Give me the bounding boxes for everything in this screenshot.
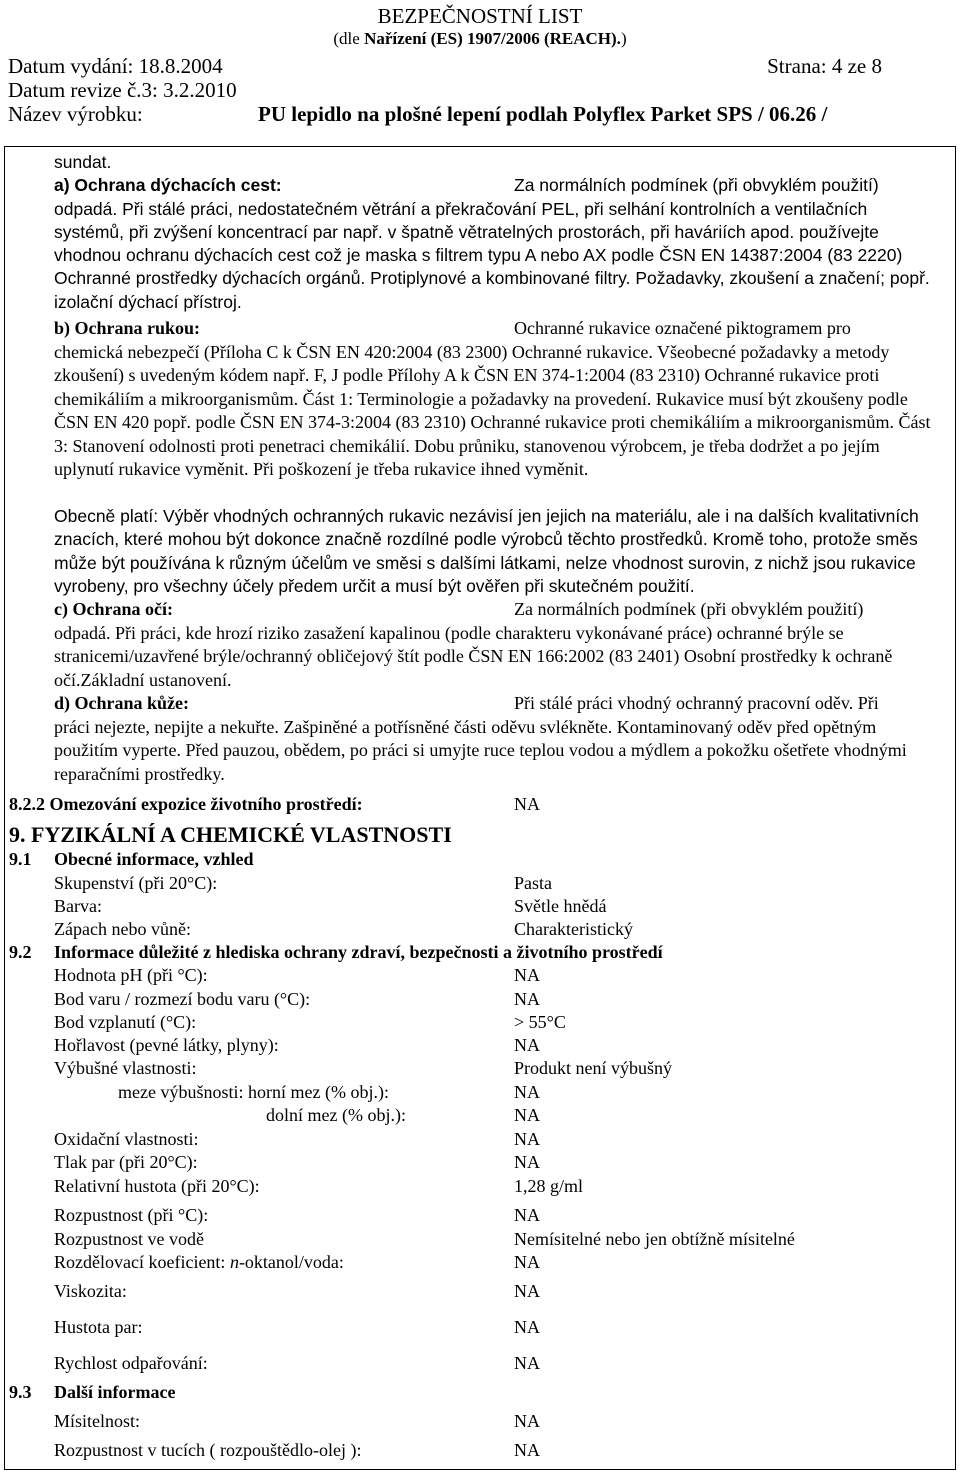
section-822-label: 8.2.2 Omezování expozice životního prostředí:	[9, 794, 363, 814]
product-name: PU lepidlo na plošné lepení podlah Polyflex Parket SPS / 06.26 /	[258, 102, 828, 126]
partition-coefficient-value: NA	[514, 1252, 540, 1272]
upper-limit-value: NA	[514, 1082, 540, 1102]
upper-limit-label: meze výbušnosti: horní mez (% obj.):	[118, 1082, 389, 1102]
revision-date: Datum revize č.3: 3.2.2010	[8, 78, 237, 102]
density-label: Relativní hustota (při 20°C):	[54, 1176, 260, 1196]
section-92-title: Informace důležité z hlediska ochrany zdraví, bezpečnosti a životního prostředí	[54, 942, 663, 962]
issue-date: Datum vydání: 18.8.2004	[8, 54, 223, 78]
eyes-heading-row	[54, 598, 934, 622]
sundat-line: sundat.	[54, 152, 112, 172]
section-92-number: 9.2	[9, 942, 32, 962]
eyes-text: odpadá. Při práci, kde hrozí riziko zasažení kapalinou (podle charakteru vykonávané práce) ochranné brýle se stranicemi/uzavřené brýle/ochranný obličejový štít podle ČSN EN 166:2002 (83 2401) Osobní prostředky k ochraně očí.Základní ustanovení.	[54, 622, 893, 690]
flash-point-value: > 55°C	[514, 1012, 566, 1032]
partition-coefficient-label: Rozdělovací koeficient: n-oktanol/voda:	[54, 1252, 344, 1272]
section-8-text	[54, 151, 934, 314]
product-label: Název výrobku:	[8, 102, 143, 126]
boiling-point-label: Bod varu / rozmezí bodu varu (°C):	[54, 989, 311, 1009]
ph-label: Hodnota pH (při °C):	[54, 965, 208, 985]
section-8-eyes-skin	[54, 598, 934, 786]
document-title: BEZPEČNOSTNÍ LIST	[377, 4, 583, 28]
water-solubility-label: Rozpustnost ve vodě	[54, 1229, 204, 1249]
hands-heading-row	[54, 317, 934, 341]
viscosity-label: Viskozita:	[54, 1281, 127, 1301]
section-93-title: Další informace	[54, 1382, 176, 1402]
explosive-label: Výbušné vlastnosti:	[54, 1058, 197, 1078]
solubility-label: Rozpustnost (při °C):	[54, 1205, 209, 1225]
evaporation-rate-label: Rychlost odpařování:	[54, 1353, 208, 1373]
vapor-pressure-label: Tlak par (při 20°C):	[54, 1152, 198, 1172]
skin-heading: d) Ochrana kůže:	[54, 693, 189, 713]
viscosity-value: NA	[514, 1281, 540, 1301]
section-91-number: 9.1	[9, 849, 32, 869]
miscibility-label: Mísitelnost:	[54, 1411, 141, 1431]
general-text: Obecně platí: Výběr vhodných ochranných rukavic nezávisí jen jejich na materiálu, ale i na dalších kvalitativních znacích, které mohou být dokonce značně rozdílné podle výrobců těchto prostředků. Kromě toho, protože směs může být používána k různým účelům ve směsi s dalšími látkami, nelze vhodnost surovin, z nichž jsou rukavice vyrobeny, pro všechny účely předem určit a musí být ověřen při skutečném použití.	[54, 506, 919, 596]
fat-solubility-label: Rozpustnost v tucích ( rozpouštědlo-olej ):	[54, 1440, 362, 1460]
eyes-value: Za normálních podmínek (při obvyklém použití)	[514, 599, 864, 619]
ph-value: NA	[514, 965, 540, 985]
color-label: Barva:	[54, 896, 102, 916]
odor-value: Charakteristický	[514, 919, 633, 939]
respiratory-heading: a) Ochrana dýchacích cest:	[54, 175, 282, 196]
vapor-pressure-value: NA	[514, 1152, 540, 1172]
respiratory-text: odpadá. Při stálé práci, nedostatečném větrání a překračování PEL, při selhání kontrolních a ventilačních systémů, při zvýšení koncentrací par např. v špatně větratelných prostorách, při haváriích apod. používejte vhodnou ochranu dýchacích cest což je maska s filtrem typu A nebo AX podle ČSN EN 14387:2004 (83 2220) Ochranné prostředky dýchacích orgánů. Protiplynové a kombinované filtry. Požadavky, zkoušení a značení; popř. izolační dýchací přístroj.	[54, 198, 930, 312]
section-93-number: 9.3	[9, 1382, 32, 1402]
hands-heading: b) Ochrana rukou:	[54, 318, 201, 338]
hands-value: Ochranné rukavice označené piktogramem pro	[514, 318, 851, 338]
density-value: 1,28 g/ml	[514, 1176, 584, 1196]
skin-heading-row	[54, 692, 934, 716]
solubility-value: NA	[514, 1205, 540, 1225]
flammability-value: NA	[514, 1035, 540, 1055]
state-value: Pasta	[514, 873, 552, 893]
eyes-heading: c) Ochrana očí:	[54, 599, 173, 619]
oxidizing-value: NA	[514, 1129, 540, 1149]
flammability-label: Hořlavost (pevné látky, plyny):	[54, 1035, 279, 1055]
vapor-density-label: Hustota par:	[54, 1317, 143, 1337]
respiratory-heading-row	[54, 174, 934, 197]
oxidizing-label: Oxidační vlastnosti:	[54, 1129, 199, 1149]
explosive-value: Produkt není výbušný	[514, 1058, 673, 1078]
state-label: Skupenství (při 20°C):	[54, 873, 218, 893]
lower-limit-value: NA	[514, 1105, 540, 1125]
document-subtitle: (dle Nařízení (ES) 1907/2006 (REACH).)	[333, 29, 627, 48]
odor-label: Zápach nebo vůně:	[54, 919, 191, 939]
section-822-value: NA	[514, 794, 540, 814]
skin-text: práci nejezte, nepijte a nekuřte. Zašpiněné a potřísněné části oděvu svlékněte. Kontaminovaný oděv před opětným použitím vyperte. Před pauzou, obědem, po práci si umyjte ruce teplou vodou a mýdlem a pokožku ošetřete vhodnými reparačními prostředky.	[54, 716, 907, 784]
lower-limit-label: dolní mez (% obj.):	[266, 1105, 406, 1125]
fat-solubility-value: NA	[514, 1440, 540, 1460]
section-91-title: Obecné informace, vzhled	[54, 849, 254, 869]
section-8-hands	[54, 317, 934, 482]
boiling-point-value: NA	[514, 989, 540, 1009]
evaporation-rate-value: NA	[514, 1353, 540, 1373]
miscibility-value: NA	[514, 1411, 540, 1431]
page-number: Strana: 4 ze 8	[767, 54, 882, 78]
vapor-density-value: NA	[514, 1317, 540, 1337]
section-8-general	[54, 505, 934, 598]
water-solubility-value: Nemísitelné nebo jen obtížně mísitelné	[514, 1229, 795, 1249]
section-9-title: 9. FYZIKÁLNÍ A CHEMICKÉ VLASTNOSTI	[9, 822, 452, 847]
respiratory-value: Za normálních podmínek (při obvyklém použití)	[514, 175, 879, 196]
color-value: Světle hnědá	[514, 896, 607, 916]
skin-value: Při stálé práci vhodný ochranný pracovní oděv. Při	[514, 693, 879, 713]
hands-text: chemická nebezpečí (Příloha C k ČSN EN 420:2004 (83 2300) Ochranné rukavice. Všeobecné požadavky a metody zkoušení) s uvedeným kódem např. F, J podle Přílohy A k ČSN EN 374-1:2004 (83 2310) Ochranné rukavice proti chemikáliím a mikroorganismům. Část 1: Terminologie a požadavky na provedení. Rukavice musí být zkoušeny podle ČSN EN 420 popř. podle ČSN EN 374-3:2004 (83 2310) Ochranné rukavice proti chemikáliím a mikroorganismům. Část 3: Stanovení odolnosti proti penetraci chemikálií. Dobu průniku, stanovenou výrobcem, je třeba dodržet a po jejím uplynutí rukavice vyměnit. Při poškození je třeba rukavice ihned vyměnit.	[54, 341, 931, 479]
flash-point-label: Bod vzplanutí (°C):	[54, 1012, 197, 1032]
